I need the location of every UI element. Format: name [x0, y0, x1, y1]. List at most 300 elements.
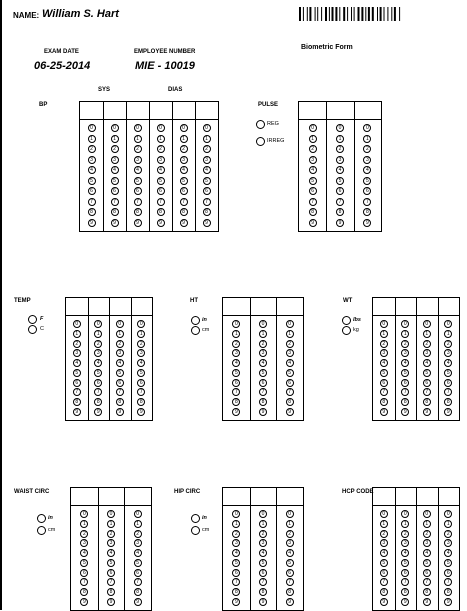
digit-bubble[interactable]: 8 — [401, 588, 409, 596]
digit-bubble[interactable]: 4 — [116, 359, 124, 367]
digit-bubble[interactable]: 8 — [137, 398, 145, 406]
digit-bubble[interactable]: 0 — [259, 510, 267, 518]
digit-bubble[interactable]: 6 — [232, 569, 240, 577]
digit-bubble[interactable]: 2 — [80, 530, 88, 538]
digit-bubble[interactable]: 7 — [423, 388, 431, 396]
digit-bubble[interactable]: 6 — [380, 379, 388, 387]
digit-bubble[interactable]: 4 — [111, 166, 119, 174]
digit-bubble[interactable]: 5 — [363, 177, 371, 185]
digit-bubble[interactable]: 5 — [203, 177, 211, 185]
digit-bubble[interactable]: 5 — [134, 559, 142, 567]
digit-bubble[interactable]: 3 — [203, 156, 211, 164]
digit-bubble[interactable]: 9 — [111, 219, 119, 227]
digit-bubble[interactable]: 5 — [336, 177, 344, 185]
digit-bubble[interactable]: 8 — [286, 588, 294, 596]
digit-bubble[interactable]: 7 — [134, 198, 142, 206]
digit-bubble[interactable]: 8 — [336, 208, 344, 216]
digit-bubble[interactable]: 3 — [444, 539, 452, 547]
digit-bubble[interactable]: 2 — [232, 340, 240, 348]
digit-bubble[interactable]: 2 — [134, 530, 142, 538]
digit-bubble[interactable]: 7 — [107, 578, 115, 586]
digit-bubble[interactable]: 8 — [259, 588, 267, 596]
digit-bubble[interactable]: 1 — [286, 520, 294, 528]
digit-bubble[interactable]: 5 — [401, 369, 409, 377]
digit-bubble[interactable]: 0 — [203, 124, 211, 132]
digit-bubble[interactable]: 1 — [423, 520, 431, 528]
digit-bubble[interactable]: 3 — [401, 539, 409, 547]
digit-bubble[interactable]: 5 — [401, 559, 409, 567]
digit-bubble[interactable]: 3 — [423, 349, 431, 357]
digit-bubble[interactable]: 5 — [232, 369, 240, 377]
digit-bubble[interactable]: 0 — [336, 124, 344, 132]
digit-bubble[interactable]: 7 — [232, 578, 240, 586]
digit-bubble[interactable]: 5 — [423, 559, 431, 567]
pulse-reg-radio[interactable] — [256, 120, 265, 129]
digit-bubble[interactable]: 9 — [309, 219, 317, 227]
digit-bubble[interactable]: 9 — [137, 408, 145, 416]
digit-bubble[interactable]: 2 — [116, 340, 124, 348]
digit-bubble[interactable]: 2 — [73, 340, 81, 348]
digit-bubble[interactable]: 1 — [380, 330, 388, 338]
digit-bubble[interactable]: 4 — [423, 549, 431, 557]
digit-bubble[interactable]: 4 — [309, 166, 317, 174]
digit-bubble[interactable]: 2 — [180, 145, 188, 153]
digit-bubble[interactable]: 9 — [203, 219, 211, 227]
digit-bubble[interactable]: 9 — [286, 408, 294, 416]
pulse-irreg-radio[interactable] — [256, 137, 265, 146]
digit-bubble[interactable]: 0 — [286, 510, 294, 518]
digit-bubble[interactable]: 6 — [94, 379, 102, 387]
digit-bubble[interactable]: 2 — [232, 530, 240, 538]
digit-bubble[interactable]: 8 — [134, 208, 142, 216]
digit-bubble[interactable]: 5 — [423, 369, 431, 377]
digit-bubble[interactable]: 4 — [134, 549, 142, 557]
digit-bubble[interactable]: 7 — [180, 198, 188, 206]
digit-bubble[interactable]: 2 — [423, 340, 431, 348]
digit-bubble[interactable]: 6 — [380, 569, 388, 577]
digit-bubble[interactable]: 8 — [401, 398, 409, 406]
digit-bubble[interactable]: 3 — [363, 156, 371, 164]
digit-bubble[interactable]: 4 — [401, 359, 409, 367]
digit-bubble[interactable]: 1 — [203, 135, 211, 143]
digit-bubble[interactable]: 8 — [157, 208, 165, 216]
digit-bubble[interactable]: 4 — [444, 359, 452, 367]
digit-bubble[interactable]: 7 — [286, 388, 294, 396]
digit-bubble[interactable]: 0 — [401, 320, 409, 328]
digit-bubble[interactable]: 5 — [73, 369, 81, 377]
digit-bubble[interactable]: 1 — [259, 520, 267, 528]
wt-lbs-radio[interactable] — [342, 316, 351, 325]
digit-bubble[interactable]: 7 — [88, 198, 96, 206]
digit-bubble[interactable]: 8 — [309, 208, 317, 216]
digit-bubble[interactable]: 5 — [380, 369, 388, 377]
digit-bubble[interactable]: 9 — [134, 219, 142, 227]
digit-bubble[interactable]: 6 — [401, 379, 409, 387]
digit-bubble[interactable]: 5 — [309, 177, 317, 185]
ht-cm-radio[interactable] — [191, 326, 200, 335]
digit-bubble[interactable]: 6 — [203, 187, 211, 195]
digit-bubble[interactable]: 0 — [180, 124, 188, 132]
digit-bubble[interactable]: 2 — [336, 145, 344, 153]
digit-bubble[interactable]: 9 — [401, 598, 409, 606]
digit-bubble[interactable]: 6 — [336, 187, 344, 195]
digit-bubble[interactable]: 0 — [286, 320, 294, 328]
digit-bubble[interactable]: 3 — [94, 349, 102, 357]
digit-bubble[interactable]: 3 — [286, 539, 294, 547]
digit-bubble[interactable]: 5 — [88, 177, 96, 185]
digit-bubble[interactable]: 8 — [363, 208, 371, 216]
digit-bubble[interactable]: 0 — [94, 320, 102, 328]
digit-bubble[interactable]: 5 — [286, 559, 294, 567]
digit-bubble[interactable]: 7 — [380, 388, 388, 396]
digit-bubble[interactable]: 9 — [107, 598, 115, 606]
digit-bubble[interactable]: 9 — [380, 598, 388, 606]
digit-bubble[interactable]: 2 — [259, 530, 267, 538]
digit-bubble[interactable]: 1 — [286, 330, 294, 338]
digit-bubble[interactable]: 4 — [88, 166, 96, 174]
digit-bubble[interactable]: 0 — [157, 124, 165, 132]
digit-bubble[interactable]: 1 — [259, 330, 267, 338]
digit-bubble[interactable]: 2 — [259, 340, 267, 348]
digit-bubble[interactable]: 8 — [111, 208, 119, 216]
digit-bubble[interactable]: 5 — [180, 177, 188, 185]
waist-cm-radio[interactable] — [37, 526, 46, 535]
digit-bubble[interactable]: 6 — [88, 187, 96, 195]
digit-bubble[interactable]: 9 — [423, 408, 431, 416]
digit-bubble[interactable]: 1 — [232, 330, 240, 338]
digit-bubble[interactable]: 9 — [88, 219, 96, 227]
digit-bubble[interactable]: 0 — [380, 320, 388, 328]
digit-bubble[interactable]: 0 — [363, 124, 371, 132]
digit-bubble[interactable]: 9 — [423, 598, 431, 606]
digit-bubble[interactable]: 0 — [107, 510, 115, 518]
digit-bubble[interactable]: 2 — [286, 340, 294, 348]
digit-bubble[interactable]: 9 — [380, 408, 388, 416]
digit-bubble[interactable]: 9 — [94, 408, 102, 416]
digit-bubble[interactable]: 7 — [423, 578, 431, 586]
digit-bubble[interactable]: 9 — [259, 408, 267, 416]
digit-bubble[interactable]: 3 — [259, 349, 267, 357]
digit-bubble[interactable]: 3 — [137, 349, 145, 357]
digit-bubble[interactable]: 4 — [203, 166, 211, 174]
digit-bubble[interactable]: 1 — [363, 135, 371, 143]
temp-f-radio[interactable] — [28, 315, 37, 324]
digit-bubble[interactable]: 6 — [157, 187, 165, 195]
digit-bubble[interactable]: 1 — [336, 135, 344, 143]
digit-bubble[interactable]: 8 — [380, 398, 388, 406]
digit-bubble[interactable]: 3 — [423, 539, 431, 547]
digit-bubble[interactable]: 4 — [423, 359, 431, 367]
digit-bubble[interactable]: 3 — [180, 156, 188, 164]
digit-bubble[interactable]: 2 — [444, 530, 452, 538]
digit-bubble[interactable]: 3 — [336, 156, 344, 164]
digit-bubble[interactable]: 9 — [180, 219, 188, 227]
digit-bubble[interactable]: 0 — [88, 124, 96, 132]
digit-bubble[interactable]: 1 — [444, 330, 452, 338]
digit-bubble[interactable]: 4 — [259, 549, 267, 557]
digit-bubble[interactable]: 5 — [259, 369, 267, 377]
digit-bubble[interactable]: 1 — [88, 135, 96, 143]
digit-bubble[interactable]: 0 — [232, 510, 240, 518]
digit-bubble[interactable]: 7 — [363, 198, 371, 206]
digit-bubble[interactable]: 7 — [380, 578, 388, 586]
digit-bubble[interactable]: 6 — [137, 379, 145, 387]
digit-bubble[interactable]: 8 — [88, 208, 96, 216]
digit-bubble[interactable]: 2 — [380, 340, 388, 348]
digit-bubble[interactable]: 9 — [232, 598, 240, 606]
digit-bubble[interactable]: 8 — [444, 398, 452, 406]
digit-bubble[interactable]: 3 — [232, 349, 240, 357]
digit-bubble[interactable]: 5 — [137, 369, 145, 377]
digit-bubble[interactable]: 5 — [107, 559, 115, 567]
digit-bubble[interactable]: 8 — [286, 398, 294, 406]
digit-bubble[interactable]: 3 — [116, 349, 124, 357]
digit-bubble[interactable]: 0 — [444, 510, 452, 518]
digit-bubble[interactable]: 9 — [363, 219, 371, 227]
digit-bubble[interactable]: 8 — [232, 588, 240, 596]
digit-bubble[interactable]: 5 — [232, 559, 240, 567]
digit-bubble[interactable]: 4 — [259, 359, 267, 367]
digit-bubble[interactable]: 2 — [137, 340, 145, 348]
digit-bubble[interactable]: 4 — [232, 549, 240, 557]
digit-bubble[interactable]: 1 — [73, 330, 81, 338]
digit-bubble[interactable]: 0 — [401, 510, 409, 518]
digit-bubble[interactable]: 1 — [116, 330, 124, 338]
digit-bubble[interactable]: 7 — [137, 388, 145, 396]
digit-bubble[interactable]: 1 — [137, 330, 145, 338]
digit-bubble[interactable]: 3 — [88, 156, 96, 164]
digit-bubble[interactable]: 3 — [232, 539, 240, 547]
digit-bubble[interactable]: 3 — [134, 156, 142, 164]
digit-bubble[interactable]: 8 — [380, 588, 388, 596]
digit-bubble[interactable]: 7 — [73, 388, 81, 396]
digit-bubble[interactable]: 0 — [309, 124, 317, 132]
digit-bubble[interactable]: 2 — [111, 145, 119, 153]
digit-bubble[interactable]: 1 — [380, 520, 388, 528]
digit-bubble[interactable]: 3 — [380, 539, 388, 547]
digit-bubble[interactable]: 6 — [423, 379, 431, 387]
hip-cm-radio[interactable] — [191, 526, 200, 535]
digit-bubble[interactable]: 6 — [73, 379, 81, 387]
digit-bubble[interactable]: 7 — [444, 578, 452, 586]
digit-bubble[interactable]: 6 — [286, 569, 294, 577]
digit-bubble[interactable]: 1 — [157, 135, 165, 143]
digit-bubble[interactable]: 9 — [157, 219, 165, 227]
digit-bubble[interactable]: 2 — [401, 530, 409, 538]
digit-bubble[interactable]: 1 — [134, 520, 142, 528]
digit-bubble[interactable]: 4 — [94, 359, 102, 367]
digit-bubble[interactable]: 9 — [259, 598, 267, 606]
digit-bubble[interactable]: 1 — [180, 135, 188, 143]
digit-bubble[interactable]: 8 — [94, 398, 102, 406]
digit-bubble[interactable]: 7 — [401, 578, 409, 586]
digit-bubble[interactable]: 4 — [380, 359, 388, 367]
digit-bubble[interactable]: 9 — [286, 598, 294, 606]
digit-bubble[interactable]: 6 — [232, 379, 240, 387]
digit-bubble[interactable]: 5 — [286, 369, 294, 377]
digit-bubble[interactable]: 7 — [444, 388, 452, 396]
digit-bubble[interactable]: 8 — [203, 208, 211, 216]
digit-bubble[interactable]: 1 — [423, 330, 431, 338]
digit-bubble[interactable]: 7 — [134, 578, 142, 586]
digit-bubble[interactable]: 6 — [444, 569, 452, 577]
ht-in-radio[interactable] — [191, 316, 200, 325]
digit-bubble[interactable]: 5 — [94, 369, 102, 377]
digit-bubble[interactable]: 6 — [134, 187, 142, 195]
digit-bubble[interactable]: 0 — [116, 320, 124, 328]
digit-bubble[interactable]: 1 — [80, 520, 88, 528]
digit-bubble[interactable]: 3 — [111, 156, 119, 164]
digit-bubble[interactable]: 4 — [107, 549, 115, 557]
digit-bubble[interactable]: 7 — [309, 198, 317, 206]
waist-in-radio[interactable] — [37, 514, 46, 523]
digit-bubble[interactable]: 2 — [203, 145, 211, 153]
digit-bubble[interactable]: 0 — [73, 320, 81, 328]
digit-bubble[interactable]: 8 — [116, 398, 124, 406]
digit-bubble[interactable]: 3 — [444, 349, 452, 357]
digit-bubble[interactable]: 6 — [180, 187, 188, 195]
digit-bubble[interactable]: 7 — [401, 388, 409, 396]
digit-bubble[interactable]: 7 — [80, 578, 88, 586]
digit-bubble[interactable]: 9 — [232, 408, 240, 416]
digit-bubble[interactable]: 6 — [111, 187, 119, 195]
digit-bubble[interactable]: 5 — [380, 559, 388, 567]
digit-bubble[interactable]: 4 — [336, 166, 344, 174]
digit-bubble[interactable]: 9 — [73, 408, 81, 416]
digit-bubble[interactable]: 2 — [107, 530, 115, 538]
digit-bubble[interactable]: 1 — [111, 135, 119, 143]
digit-bubble[interactable]: 5 — [259, 559, 267, 567]
digit-bubble[interactable]: 4 — [286, 549, 294, 557]
digit-bubble[interactable]: 3 — [286, 349, 294, 357]
digit-bubble[interactable]: 7 — [111, 198, 119, 206]
digit-bubble[interactable]: 1 — [401, 330, 409, 338]
digit-bubble[interactable]: 5 — [116, 369, 124, 377]
digit-bubble[interactable]: 6 — [80, 569, 88, 577]
digit-bubble[interactable]: 4 — [157, 166, 165, 174]
digit-bubble[interactable]: 9 — [116, 408, 124, 416]
digit-bubble[interactable]: 3 — [309, 156, 317, 164]
digit-bubble[interactable]: 7 — [259, 388, 267, 396]
digit-bubble[interactable]: 8 — [259, 398, 267, 406]
digit-bubble[interactable]: 7 — [286, 578, 294, 586]
digit-bubble[interactable]: 4 — [232, 359, 240, 367]
digit-bubble[interactable]: 7 — [203, 198, 211, 206]
digit-bubble[interactable]: 3 — [80, 539, 88, 547]
digit-bubble[interactable]: 1 — [107, 520, 115, 528]
digit-bubble[interactable]: 0 — [137, 320, 145, 328]
digit-bubble[interactable]: 7 — [259, 578, 267, 586]
digit-bubble[interactable]: 7 — [336, 198, 344, 206]
digit-bubble[interactable]: 8 — [423, 588, 431, 596]
digit-bubble[interactable]: 3 — [401, 349, 409, 357]
digit-bubble[interactable]: 4 — [444, 549, 452, 557]
digit-bubble[interactable]: 0 — [423, 320, 431, 328]
digit-bubble[interactable]: 2 — [444, 340, 452, 348]
digit-bubble[interactable]: 5 — [80, 559, 88, 567]
digit-bubble[interactable]: 5 — [134, 177, 142, 185]
digit-bubble[interactable]: 4 — [401, 549, 409, 557]
digit-bubble[interactable]: 0 — [134, 124, 142, 132]
digit-bubble[interactable]: 0 — [423, 510, 431, 518]
digit-bubble[interactable]: 2 — [380, 530, 388, 538]
digit-bubble[interactable]: 6 — [423, 569, 431, 577]
digit-bubble[interactable]: 4 — [134, 166, 142, 174]
digit-bubble[interactable]: 3 — [73, 349, 81, 357]
digit-bubble[interactable]: 2 — [88, 145, 96, 153]
digit-bubble[interactable]: 4 — [180, 166, 188, 174]
digit-bubble[interactable]: 5 — [157, 177, 165, 185]
digit-bubble[interactable]: 7 — [157, 198, 165, 206]
digit-bubble[interactable]: 5 — [111, 177, 119, 185]
digit-bubble[interactable]: 2 — [363, 145, 371, 153]
digit-bubble[interactable]: 4 — [363, 166, 371, 174]
digit-bubble[interactable]: 8 — [80, 588, 88, 596]
digit-bubble[interactable]: 2 — [157, 145, 165, 153]
digit-bubble[interactable]: 4 — [80, 549, 88, 557]
digit-bubble[interactable]: 2 — [423, 530, 431, 538]
digit-bubble[interactable]: 9 — [336, 219, 344, 227]
digit-bubble[interactable]: 8 — [444, 588, 452, 596]
digit-bubble[interactable]: 6 — [116, 379, 124, 387]
digit-bubble[interactable]: 2 — [134, 145, 142, 153]
digit-bubble[interactable]: 8 — [180, 208, 188, 216]
digit-bubble[interactable]: 9 — [444, 408, 452, 416]
digit-bubble[interactable]: 6 — [309, 187, 317, 195]
digit-bubble[interactable]: 6 — [259, 379, 267, 387]
digit-bubble[interactable]: 0 — [80, 510, 88, 518]
digit-bubble[interactable]: 1 — [444, 520, 452, 528]
digit-bubble[interactable]: 1 — [134, 135, 142, 143]
digit-bubble[interactable]: 3 — [259, 539, 267, 547]
digit-bubble[interactable]: 8 — [73, 398, 81, 406]
digit-bubble[interactable]: 9 — [401, 408, 409, 416]
digit-bubble[interactable]: 2 — [94, 340, 102, 348]
digit-bubble[interactable]: 7 — [94, 388, 102, 396]
digit-bubble[interactable]: 1 — [232, 520, 240, 528]
digit-bubble[interactable]: 5 — [444, 369, 452, 377]
digit-bubble[interactable]: 8 — [423, 398, 431, 406]
digit-bubble[interactable]: 6 — [363, 187, 371, 195]
digit-bubble[interactable]: 9 — [444, 598, 452, 606]
digit-bubble[interactable]: 6 — [134, 569, 142, 577]
digit-bubble[interactable]: 0 — [232, 320, 240, 328]
digit-bubble[interactable]: 0 — [134, 510, 142, 518]
digit-bubble[interactable]: 6 — [401, 569, 409, 577]
digit-bubble[interactable]: 7 — [232, 388, 240, 396]
digit-bubble[interactable]: 3 — [380, 349, 388, 357]
digit-bubble[interactable]: 8 — [107, 588, 115, 596]
temp-c-radio[interactable] — [28, 325, 37, 334]
digit-bubble[interactable]: 0 — [444, 320, 452, 328]
wt-kg-radio[interactable] — [342, 326, 351, 335]
digit-bubble[interactable]: 1 — [94, 330, 102, 338]
digit-bubble[interactable]: 9 — [134, 598, 142, 606]
digit-bubble[interactable]: 6 — [259, 569, 267, 577]
digit-bubble[interactable]: 2 — [309, 145, 317, 153]
digit-bubble[interactable]: 6 — [286, 379, 294, 387]
digit-bubble[interactable]: 6 — [444, 379, 452, 387]
digit-bubble[interactable]: 4 — [286, 359, 294, 367]
digit-bubble[interactable]: 9 — [80, 598, 88, 606]
digit-bubble[interactable]: 5 — [444, 559, 452, 567]
digit-bubble[interactable]: 0 — [259, 320, 267, 328]
digit-bubble[interactable]: 0 — [380, 510, 388, 518]
digit-bubble[interactable]: 3 — [157, 156, 165, 164]
digit-bubble[interactable]: 3 — [134, 539, 142, 547]
hip-in-radio[interactable] — [191, 514, 200, 523]
digit-bubble[interactable]: 7 — [116, 388, 124, 396]
